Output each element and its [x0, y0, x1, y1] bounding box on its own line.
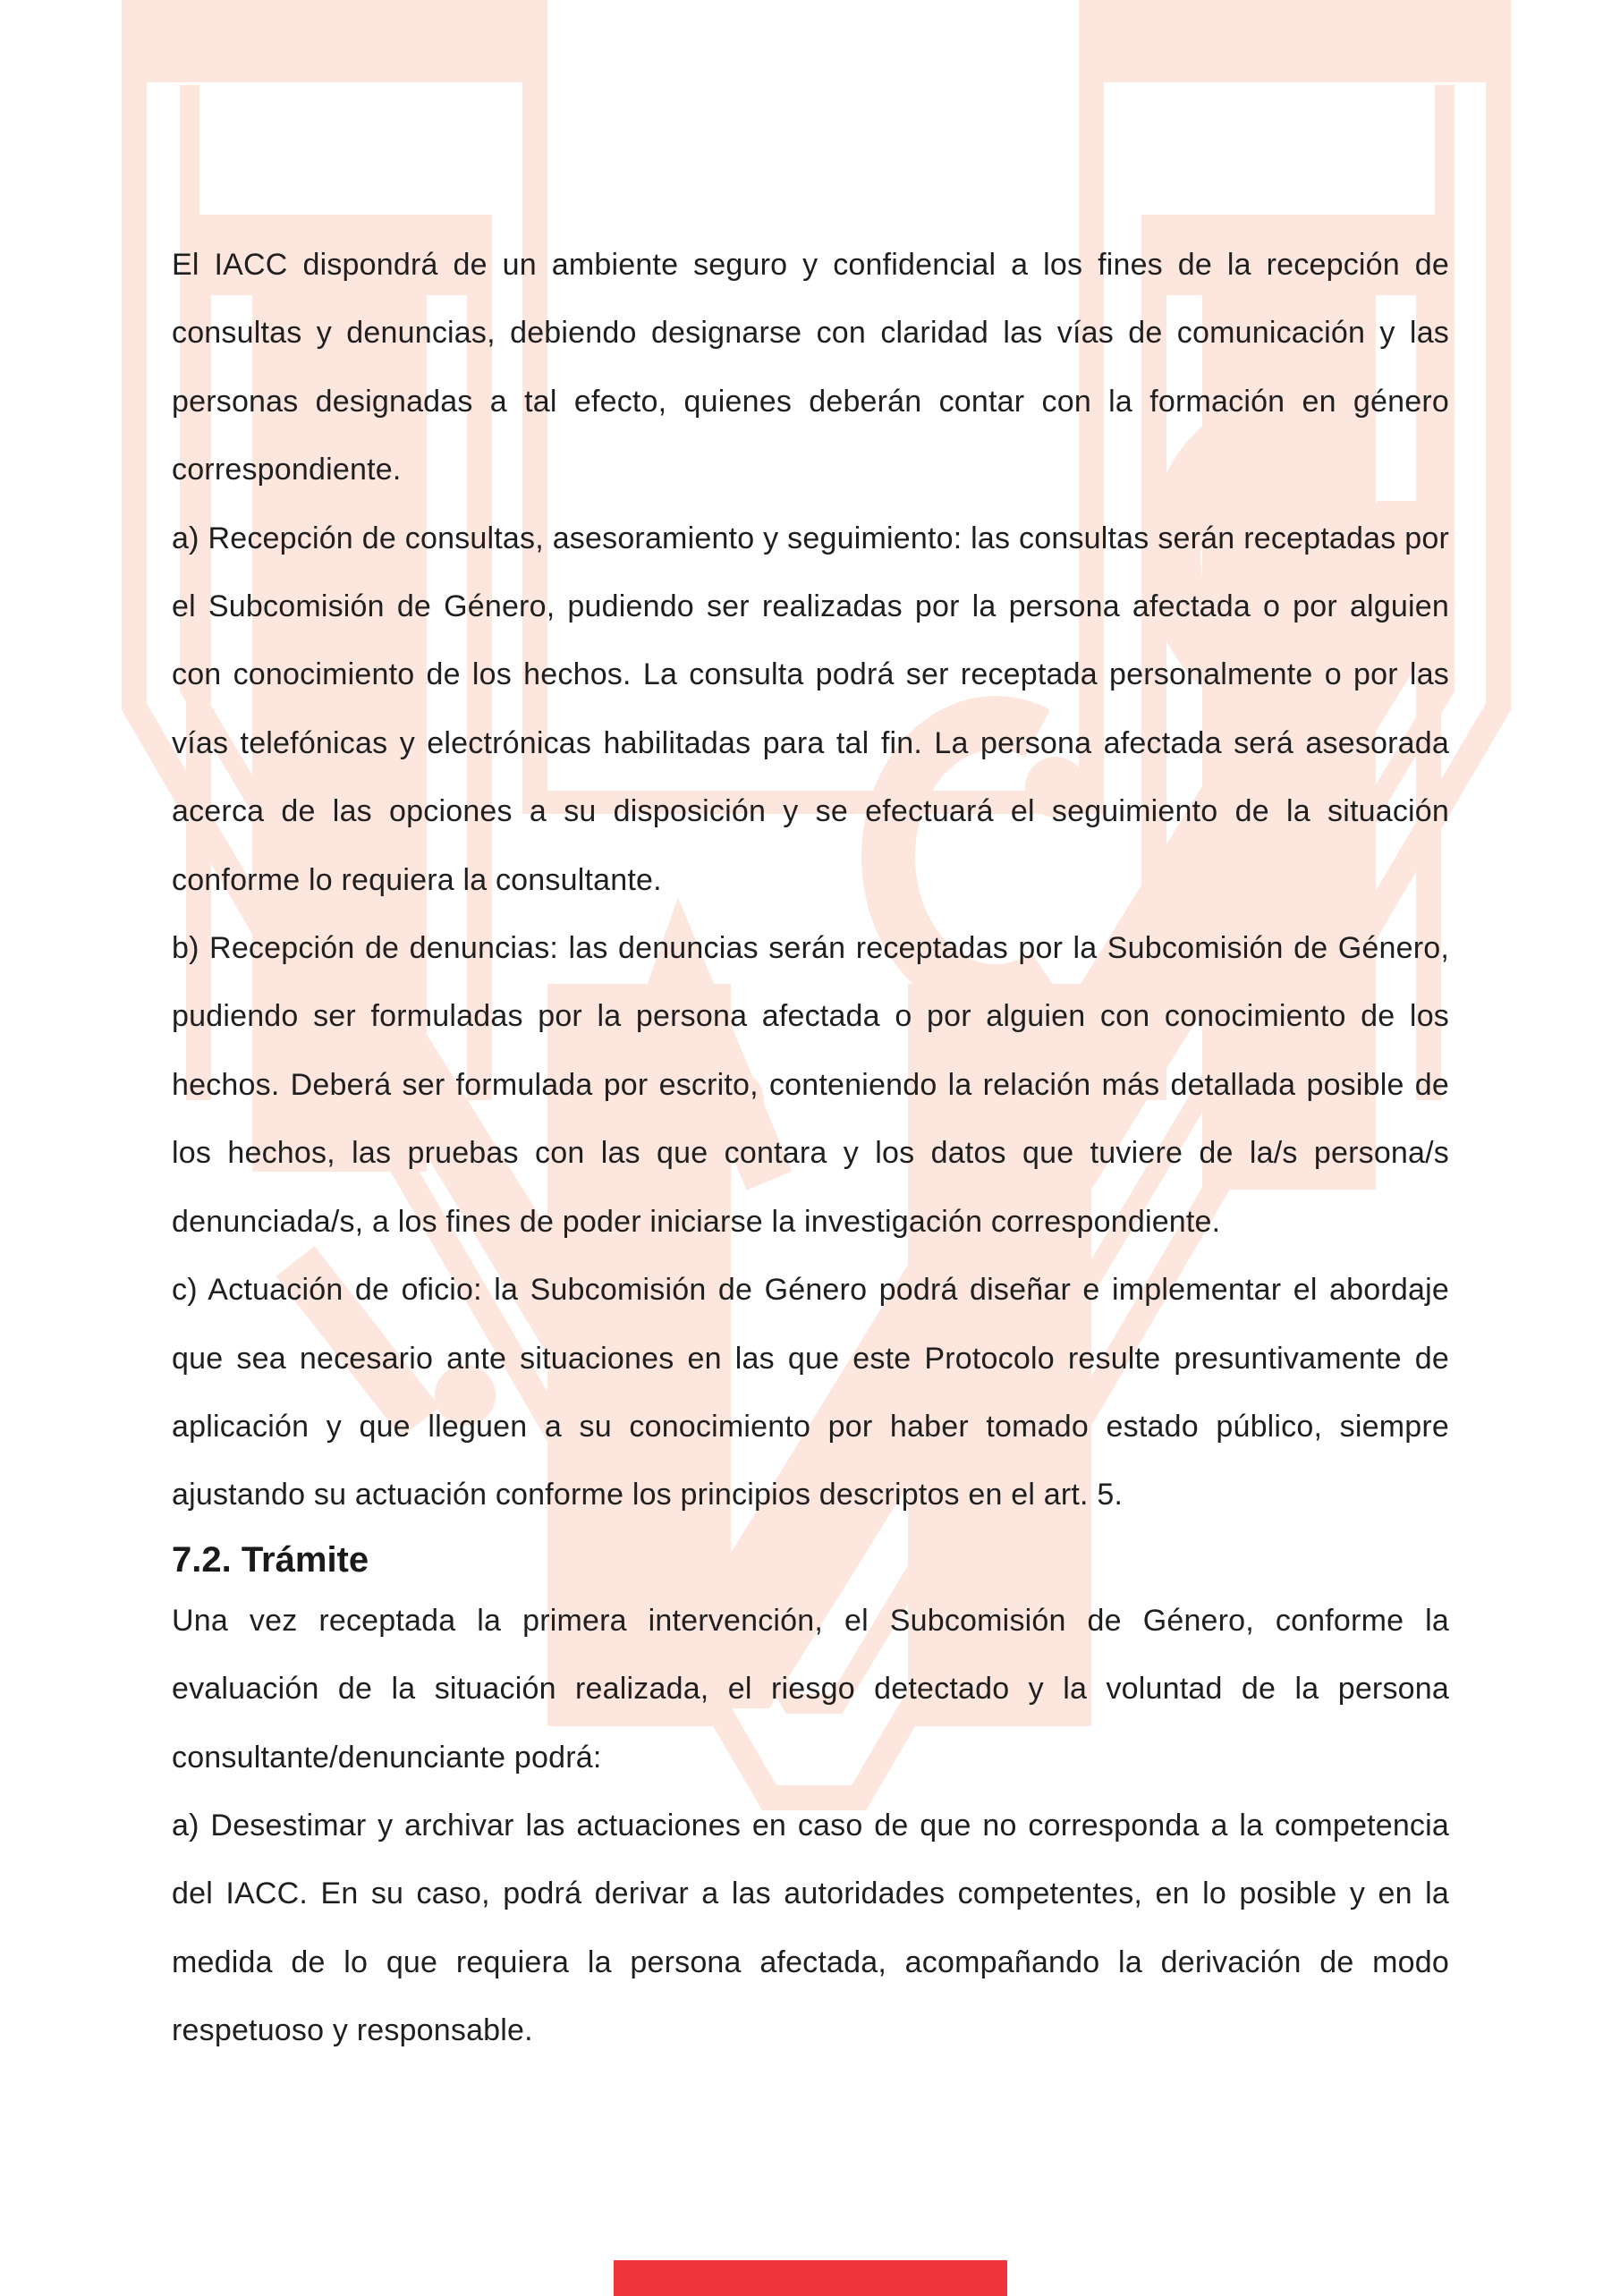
document-body [172, 231, 1449, 2065]
paragraph-item-b-denuncias: b) Recepción de denuncias: las denuncias serán receptadas por la Subcomisión de Género, pudiendo ser formuladas por la persona afectada o por alguien con conocimiento de los hechos. Deberá ser formulada por escrito, conteniendo la relación más detallada posible de los hechos, las pruebas con las que contara y los datos que tuviere de la/s persona/s denunciada/s, a los fines de poder iniciarse la investigación correspondiente. [172, 931, 1449, 1239]
paragraph-tramite-item-a: a) Desestimar y archivar las actuaciones en caso de que no corresponda a la competencia del IACC. En su caso, podrá derivar a las autoridades competentes, en lo posible y en la medida de lo que requiera la persona afectada, acompañando la derivación de modo respetuoso y responsable. [172, 1808, 1449, 2048]
paragraph-item-c-oficio: c) Actuación de oficio: la Subcomisión de Género podrá diseñar e implementar el abordaje que sea necesario ante situaciones en las que este Protocolo resulte presuntivamente de aplicación y que lleguen a su conocimiento por haber tomado estado público, siempre ajustando su actuación conforme los principios descriptos en el art. 5. [172, 1273, 1449, 1512]
footer-red-bar [614, 2260, 1007, 2296]
paragraph-tramite-intro: Una vez receptada la primera intervención, el Subcomisión de Género, conforme la evaluación de la situación realizada, el riesgo detectado y la voluntad de la persona consultante/denunciante podrá: [172, 1603, 1449, 1775]
section-heading: 7.2. Trámite [172, 1539, 369, 1580]
paragraph-intro: El IACC dispondrá de un ambiente seguro y confidencial a los fines de la recepción de consultas y denuncias, debiendo designarse con claridad las vías de comunicación y las personas designadas a tal efecto, quienes deberán contar con la formación en género correspondiente. [172, 248, 1449, 487]
paragraph-item-a-consultas: a) Recepción de consultas, asesoramiento y seguimiento: las consultas serán receptadas por el Subcomisión de Género, pudiendo ser realizadas por la persona afectada o por alguien con conocimiento de los hechos. La consulta podrá ser receptada personalmente o por las vías telefónicas y electrónicas habilitadas para tal fin. La persona afectada será asesorada acerca de las opciones a su disposición y se efectuará el seguimiento de la situación conforme lo requiera la consultante. [172, 521, 1449, 897]
